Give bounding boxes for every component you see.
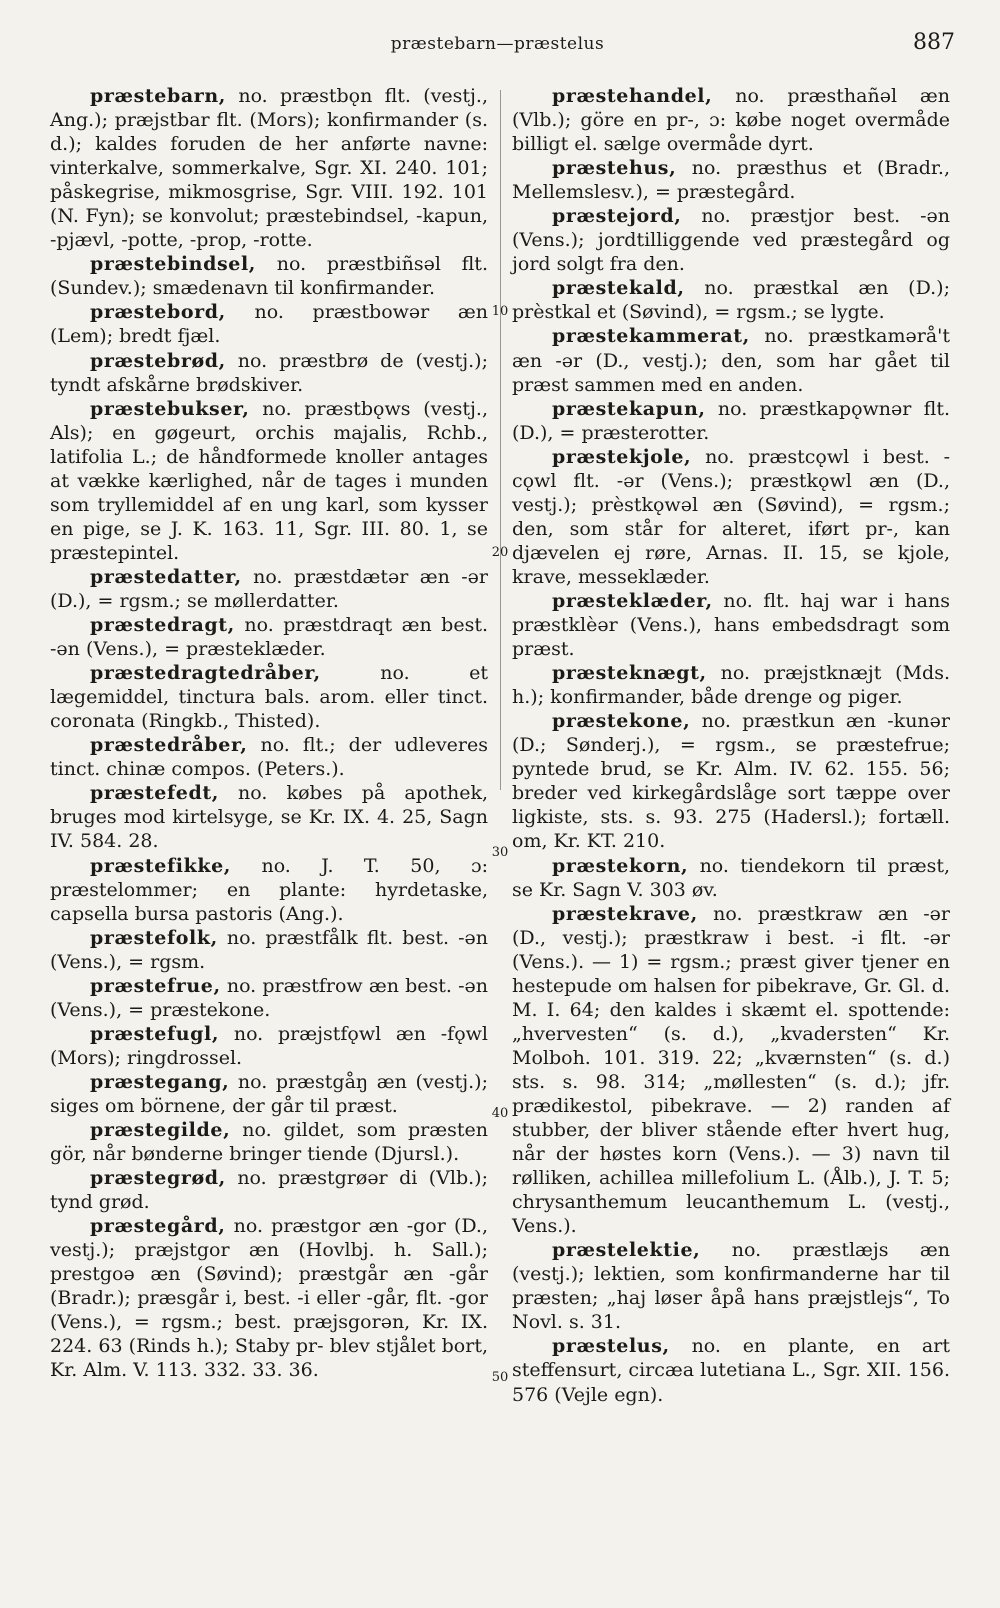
entry-text: no. købes på apothek, bruges mod kirtelsyge, se Kr. IX. 4. 25, Sagn IV. 584. 28. xyxy=(50,782,488,853)
headword: præstekjole, xyxy=(552,445,692,468)
entry-text: no. præjstfǫwl æn -fǫwl (Mors); ringdrossel. xyxy=(50,1022,488,1069)
entry-text: no. flt.; der udleveres tinct. chinæ compos. (Peters.). xyxy=(50,734,488,781)
dictionary-entry xyxy=(50,733,488,781)
dictionary-entry xyxy=(50,84,488,252)
dictionary-entry xyxy=(50,565,488,613)
headword: præstelektie, xyxy=(552,1239,701,1262)
headword: præstekammerat, xyxy=(552,325,750,348)
headword: præstehandel, xyxy=(552,85,713,107)
entry-text: no. præstbǫws (vestj., Als); en gøgeurt, orchis majalis, Rchb., latifolia L.; de håndformede knoller antages at vække kærlighed, når de tages i munden som tryllemiddel af en ung karl, som kysser en pige, se J. K. 163. 11, Sgr. III. 80. 1, se præstepintel. xyxy=(50,397,488,564)
headword: præstebukser, xyxy=(90,397,250,420)
entry-text: no. præstkamərå't æn -ər (D., vestj.); den, som har gået til præst sammen med en anden. xyxy=(512,325,951,396)
entry-text: no. præstgrøər di (Vlb.); tynd grød. xyxy=(50,1167,488,1214)
dictionary-entry xyxy=(512,902,950,1239)
headword: præstelus, xyxy=(552,1335,670,1358)
dictionary-entry xyxy=(50,926,488,974)
dictionary-entry xyxy=(50,1118,488,1166)
page-header xyxy=(40,28,955,58)
entry-text: no. gildet, som præsten gör, når bønderne bringer tiende (Djursl.). xyxy=(50,1119,488,1166)
entry-text: no. præstdraqt æn best. -ən (Vens.), = præsteklæder. xyxy=(50,614,488,661)
dictionary-entry xyxy=(50,854,488,926)
entry-text: no. præsthus et (Bradr., Mellemslesv.), = præstegård. xyxy=(512,157,950,204)
dictionary-entry xyxy=(50,613,488,661)
entry-text: no. J. T. 50, ɔ: præstelommer; en plante: hyrdetaske, capsella bursa pastoris (Ang.). xyxy=(50,854,488,925)
headword: præstegang, xyxy=(90,1070,230,1093)
headword: præstefedt, xyxy=(90,782,219,805)
entry-text: no. præstlæjs æn (vestj.); lektien, som konfirmanderne har til præsten; „haj løser åpå hans præjstlejs“, To Novl. s. 31. xyxy=(512,1239,951,1334)
headword: præstedragtedråber, xyxy=(90,662,321,685)
entry-text: no. tiendekorn til præst, se Kr. Sagn V. 303 øv. xyxy=(512,854,950,901)
line-number: 20 xyxy=(491,545,509,560)
headword: præstekorn, xyxy=(552,854,689,877)
dictionary-entry xyxy=(50,1214,488,1382)
headword: præsteklæder, xyxy=(552,589,713,612)
entry-text: no. præstfrow æn best. -ən (Vens.), = præstekone. xyxy=(50,974,488,1021)
entry-text: no. præsthañəl æn (Vlb.); göre en pr-, ɔ: købe noget overmåde billigt el. sælge overmåde dyrt. xyxy=(512,85,950,156)
entry-text: no. præstcǫwl i best. -cǫwl flt. -ər (Vens.); præstkǫwl æn (D., vestj.); prèstkǫwəl æn (Søvind), = rgsm.; den, som står for alteret, iført pr-, kan djævelen ej røre, Arnas. II. 15, se kjole, krave, messeklæder. xyxy=(512,445,951,588)
headword: præstedatter, xyxy=(90,565,242,588)
dictionary-entry xyxy=(512,204,950,276)
dictionary-entry xyxy=(50,781,488,853)
dictionary-entry xyxy=(512,397,950,445)
dictionary-entry xyxy=(50,661,488,733)
dictionary-entry xyxy=(512,324,950,396)
headword: præstekrave, xyxy=(552,902,698,925)
dictionary-entry xyxy=(50,1022,488,1070)
running-head: præstebarn—præstelus xyxy=(390,34,605,54)
headword: præstefolk, xyxy=(90,926,218,949)
headword: præstebord, xyxy=(90,301,226,324)
headword: præstebindsel, xyxy=(90,253,257,276)
dictionary-entry xyxy=(512,589,950,661)
dictionary-entry xyxy=(512,156,950,204)
dictionary-entry xyxy=(50,349,488,397)
headword: præstegrød, xyxy=(90,1167,226,1190)
entry-text: no. præstfålk flt. best. -ən (Vens.), = rgsm. xyxy=(50,926,489,973)
headword: præstefrue, xyxy=(90,974,221,997)
dictionary-entry xyxy=(512,1334,950,1406)
left-column xyxy=(50,84,488,1383)
dictionary-entry xyxy=(50,252,488,300)
headword: præstehus, xyxy=(552,157,677,180)
entry-text: no. flt. haj war i hans præstklèər (Vens.), hans embedsdragt som præst. xyxy=(512,589,950,661)
entry-text: no. præstbrø de (vestj.); tyndt afskårne brødskiver. xyxy=(50,349,488,396)
entry-text: no. et lægemiddel, tinctura bals. arom. eller tinct. coronata (Ringkb., Thisted). xyxy=(50,662,488,733)
headword: præstebrød, xyxy=(90,349,226,372)
line-number: 30 xyxy=(491,845,509,860)
entry-text: no. en plante, en art steffensurt, circæa lutetiana L., Sgr. XII. 156. 576 (Vejle egn). xyxy=(512,1335,950,1406)
dictionary-entry xyxy=(50,300,488,348)
column-divider xyxy=(500,90,501,790)
headword: præstegilde, xyxy=(90,1119,231,1142)
line-number: 10 xyxy=(491,304,509,319)
page-number: 887 xyxy=(913,30,955,55)
dictionary-entry xyxy=(50,1070,488,1118)
dictionary-entry xyxy=(50,397,488,565)
headword: præstefikke, xyxy=(90,854,232,877)
entry-text: no. præstkun æn -kunər (D.; Sønderj.), = rgsm., se præstefrue; pyntede brud, se Kr. Alm. IV. 62. 155. 56; breder ved kirkegårdslåge sort tæppe over ligkiste, sts. s. 93. 275 (Hadersl.); fortæll. om, Kr. KT. 210. xyxy=(512,710,950,853)
headword: præstedragt, xyxy=(90,614,235,637)
headword: præstegård, xyxy=(90,1215,226,1238)
headword: præsteknægt, xyxy=(552,662,707,685)
entry-text: no. præstkapǫwnər flt. (D.), = præsterotter. xyxy=(512,397,950,444)
headword: præstebarn, xyxy=(90,85,227,107)
headword: præstekapun, xyxy=(552,397,706,420)
right-column xyxy=(512,84,950,1407)
dictionary-entry xyxy=(512,84,950,156)
dictionary-entry xyxy=(512,661,950,709)
entry-text: no. præstkraw æn -ər (D., vestj.); præstkraw i best. -i flt. -ər (Vens.). — 1) = rgsm.; præst giver tjener en hestepude om halsen for pibekrave, Gr. Gl. d. M. I. 64; den kaldes i skæmt el. spottende: „hvervesten“ (s. d.), „kvadersten“ Kr. Molboh. 101. 319. 22; „kværnsten“ (s. d.) sts. s. 98. 314; „møllesten“ (s. d.); jfr. prædikestol, pibekrave. — 2) randen af stubber, der bliver stående efter hvert hug, når der høstes korn (Vens.). — 3) navn til rølliken, achillea millefolium L. (Ålb.), J. T. 5; chrysanthemum leucanthemum L. (vestj., Vens.). xyxy=(512,902,950,1238)
headword: præstekald, xyxy=(552,277,685,300)
entry-text: no. præstgåŋ æn (vestj.); siges om börnene, der går til præst. xyxy=(50,1070,488,1117)
dictionary-entry xyxy=(512,709,950,853)
dictionary-entry xyxy=(512,276,950,324)
line-number: 50 xyxy=(491,1370,509,1385)
headword: præstekone, xyxy=(552,710,691,733)
entry-text: no. præstkal æn (D.); prèstkal et (Søvind), = rgsm.; se lygte. xyxy=(512,277,951,324)
entry-text: no. præstgor æn -gor (D., vestj.); præjstgor æn (Hovlbj. h. Sall.); prestgoə æn (Søvind); præstgår æn -går (Bradr.); præsgår i, best. -i eller -går, flt. -gor (Vens.), = rgsm.; best. præjsgorən, Kr. IX. 224. 63 (Rinds h.); Staby pr- blev stjålet bort, Kr. Alm. V. 113. 332. 33. 36. xyxy=(50,1215,488,1382)
entry-text: no. præstjor best. -ən (Vens.); jordtilliggende ved præstegård og jord solgt fra den. xyxy=(512,205,950,276)
dictionary-entry xyxy=(512,445,950,589)
entry-text: no. præstdætər æn -ər (D.), = rgsm.; se møllerdatter. xyxy=(50,565,488,612)
headword: præstefugl, xyxy=(90,1022,220,1045)
headword: præstedråber, xyxy=(90,734,248,757)
entry-text: no. præjstknæjt (Mds. h.); konfirmander, både drenge og piger. xyxy=(512,662,950,709)
headword: præstejord, xyxy=(552,205,682,228)
entry-text: no. præstbǫn flt. (vestj., Ang.); præjstbar flt. (Mors); konfirmander (s. d.); kaldes foruden de her anførte navne: vinterkalve, sommerkalve, Sgr. XI. 240. 101; påskegrise, mikmosgrise, Sgr. VIII. 192. 101 (N. Fyn); se konvolut; præstebindsel, -kapun, -pjævl, -potte, -prop, -rotte. xyxy=(50,85,488,252)
dictionary-entry xyxy=(512,854,950,902)
entry-text: no. præstbiñsəl flt. (Sundev.); smædenavn til konfirmander. xyxy=(50,253,488,300)
dictionary-entry xyxy=(50,974,488,1022)
dictionary-entry xyxy=(512,1238,950,1334)
line-number: 40 xyxy=(491,1106,509,1121)
dictionary-entry xyxy=(50,1166,488,1214)
entry-text: no. præstbowər æn (Lem); bredt fjæl. xyxy=(50,301,488,348)
